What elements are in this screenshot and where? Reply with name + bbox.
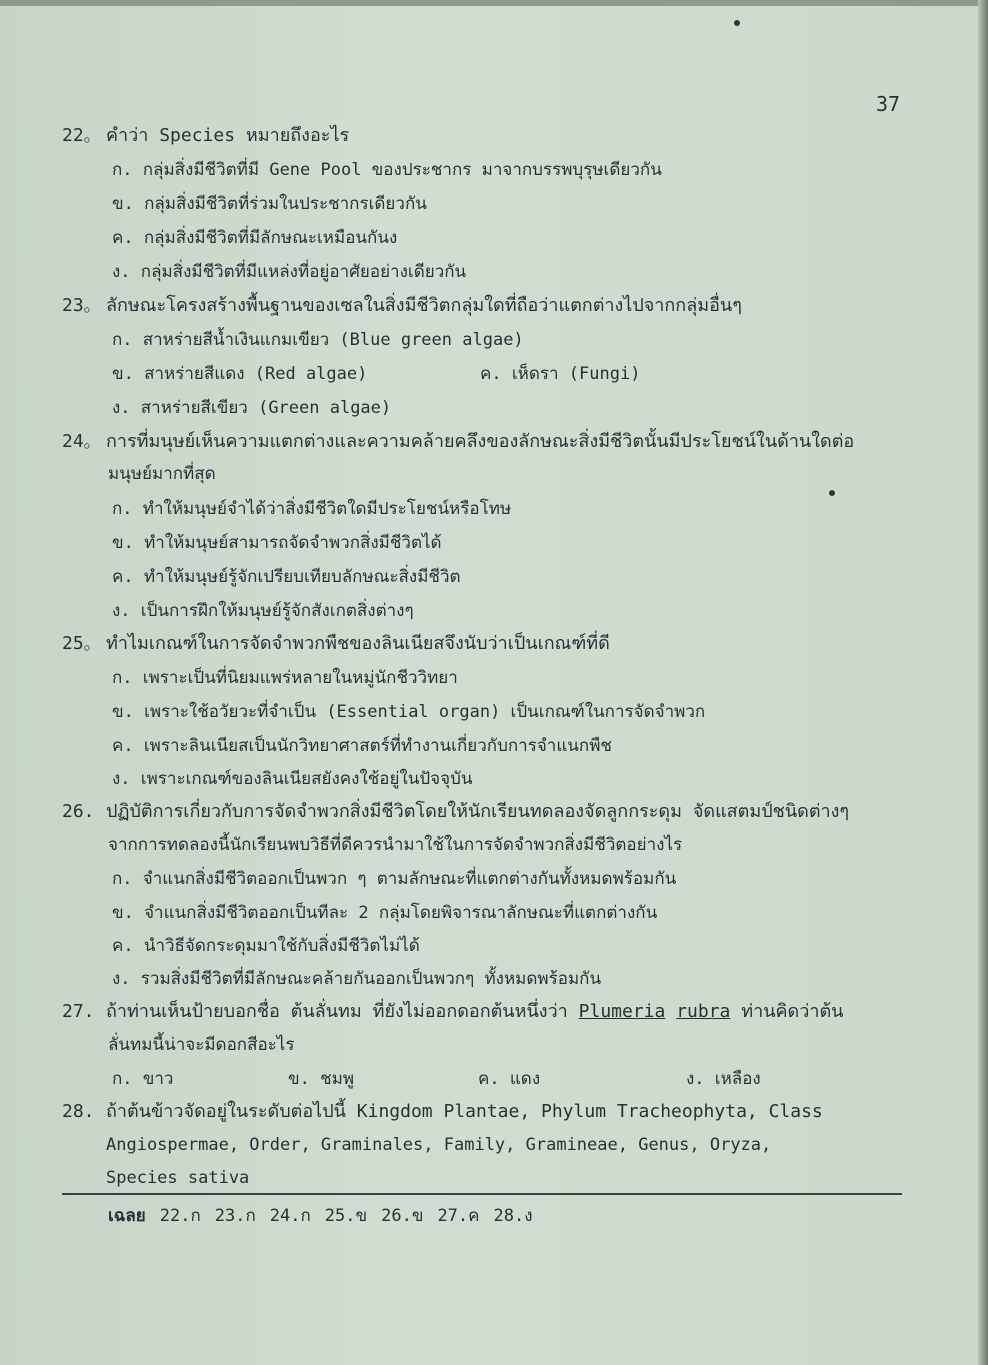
question-text: การที่มนุษย์เห็นความแตกต่างและความคล้ายคลึงของลักษณะสิ่งมีชีวิตนั้นมีประโยชน์ในด้านใดต่อ <box>106 431 855 452</box>
question-28 <box>62 1100 823 1124</box>
answer-item: 23.ก <box>214 1206 256 1226</box>
choice: ง. เป็นการฝึกให้มนุษย์รู้จักสังเกตสิ่งต่างๆ <box>112 601 414 621</box>
choice: ง. เพราะเกณฑ์ของลินเนียสยังคงใช้อยู่ในปัจจุบัน <box>112 769 473 789</box>
question-number: 25。 <box>62 633 102 654</box>
divider-line <box>62 1193 902 1195</box>
choice: ง. เหลือง <box>686 1069 761 1089</box>
question-text: คำว่า Species หมายถึงอะไร <box>106 125 350 146</box>
answer-item: 24.ก <box>269 1206 311 1226</box>
choice: ข. ทำให้มนุษย์สามารถจัดจำพวกสิ่งมีชีวิตได้ <box>112 533 442 553</box>
choice: ข. สาหร่ายสีแดง (Red algae) <box>112 364 368 384</box>
question-26 <box>62 800 849 824</box>
question-23 <box>62 294 742 318</box>
question-number: 22。 <box>62 125 102 146</box>
question-text-cont: Angiospermae, Order, Graminales, Family, Gramineae, Genus, Oryza, <box>106 1135 772 1155</box>
choice: ค. เห็ดรา (Fungi) <box>480 364 641 384</box>
question-text: ถ้าท่านเห็นป้ายบอกชื่อ ต้นลั่นทม ที่ยังไม่ออกดอกต้นหนึ่งว่า <box>106 1001 568 1022</box>
choice: ง. สาหร่ายสีเขียว (Green algae) <box>112 398 392 418</box>
question-text-cont: จากการทดลองนี้นักเรียนพบวิธีที่ดีควรนำมาใช้ในการจัดจำพวกสิ่งมีชีวิตอย่างไร <box>108 835 683 855</box>
choice: ก. สาหร่ายสีน้ำเงินแกมเขียว (Blue green algae) <box>112 330 524 350</box>
question-25 <box>62 632 610 656</box>
choice: ง. รวมสิ่งมีชีวิตที่มีลักษณะคล้ายกันออกเป็นพวกๆ ทั้งหมดพร้อมกัน <box>112 969 602 989</box>
choice: ข. กลุ่มสิ่งมีชีวิตที่ร่วมในประชากรเดียวกัน <box>112 194 427 214</box>
choice: ค. นำวิธีจัดกระดุมมาใช้กับสิ่งมีชีวิตไม่ได้ <box>112 936 420 956</box>
question-text: ทำไมเกณฑ์ในการจัดจำพวกพืชของลินเนียสจึงนับว่าเป็นเกณฑ์ที่ดี <box>106 633 610 654</box>
question-text: ถ้าต้นข้าวจัดอยู่ในระดับต่อไปนี้ Kingdom Plantae, Phylum Tracheophyta, Class <box>106 1101 823 1122</box>
scientific-species: rubra <box>676 1001 731 1022</box>
question-24 <box>62 430 854 454</box>
choice: ค. เพราะลินเนียสเป็นนักวิทยาศาสตร์ที่ทำงานเกี่ยวกับการจำแนกพืช <box>112 736 612 756</box>
choice: ก. ทำให้มนุษย์จำได้ว่าสิ่งมีชีวิตใดมีประโยชน์หรือโทษ <box>112 499 512 519</box>
choice: ก. จำแนกสิ่งมีชีวิตออกเป็นพวก ๆ ตามลักษณะที่แตกต่างกันทั้งหมดพร้อมกัน <box>112 869 677 889</box>
answer-item: 28.ง <box>493 1206 533 1226</box>
question-number: 28. <box>62 1101 95 1122</box>
choice: ค. ทำให้มนุษย์รู้จักเปรียบเทียบลักษณะสิ่งมีชีวิต <box>112 567 461 587</box>
choice: ข. ชมพู <box>288 1069 355 1089</box>
page-right-edge <box>978 0 988 1365</box>
answer-item: 26.ข <box>381 1206 424 1226</box>
question-number: 26. <box>62 801 95 822</box>
answer-key <box>108 1202 547 1229</box>
page-top-edge <box>0 0 988 6</box>
choice: ค. กลุ่มสิ่งมีชีวิตที่มีลักษณะเหมือนกันง <box>112 228 398 248</box>
answer-item: 27.ค <box>437 1206 480 1226</box>
choice: ก. เพราะเป็นที่นิยมแพร่หลายในหมู่นักชีววิทยา <box>112 668 458 688</box>
choice: ข. เพราะใช้อวัยวะที่จำเป็น (Essential organ) เป็นเกณฑ์ในการจัดจำพวก <box>112 702 706 722</box>
answer-item: 22.ก <box>159 1206 201 1226</box>
question-text-cont: ลั่นทมนี้น่าจะมีดอกสีอะไร <box>108 1035 295 1055</box>
choice: ก. กลุ่มสิ่งมีชีวิตที่มี Gene Pool ของประชากร มาจากบรรพบุรุษเดียวกัน <box>112 160 662 180</box>
question-text: ปฏิบัติการเกี่ยวกับการจัดจำพวกสิ่งมีชีวิตโดยให้นักเรียนทดลองจัดลูกกระดุม จัดแสตมป์ชนิดต่างๆ <box>106 801 850 822</box>
question-22 <box>62 124 349 148</box>
choice: ค. แดง <box>478 1069 541 1089</box>
choice: ข. จำแนกสิ่งมีชีวิตออกเป็นทีละ 2 กลุ่มโดยพิจารณาลักษณะที่แตกต่างกัน <box>112 903 658 923</box>
question-text: ท่านคิดว่าต้น <box>741 1001 844 1022</box>
question-text-cont: Species sativa <box>106 1168 250 1188</box>
scientific-genus: Plumeria <box>578 1001 666 1022</box>
question-text: ลักษณะโครงสร้างพื้นฐานของเซลในสิ่งมีชีวิตกลุ่มใดที่ถือว่าแตกต่างไปจากกลุ่มอื่นๆ <box>106 295 742 316</box>
question-number: 24。 <box>62 431 102 452</box>
answer-item: 25.ข <box>324 1206 368 1226</box>
question-text-cont: มนุษย์มากที่สุด <box>108 464 216 484</box>
answer-key-label: เฉลย <box>108 1206 146 1226</box>
choice: ก. ขาว <box>112 1069 174 1089</box>
question-number: 27. <box>62 1001 95 1022</box>
ink-speck <box>734 20 740 26</box>
page-number: 37 <box>876 92 901 116</box>
question-27 <box>62 1000 843 1024</box>
choice: ง. กลุ่มสิ่งมีชีวิตที่มีแหล่งที่อยู่อาศัยอย่างเดียวกัน <box>112 262 467 282</box>
question-number: 23。 <box>62 295 102 316</box>
ink-speck <box>829 490 835 496</box>
